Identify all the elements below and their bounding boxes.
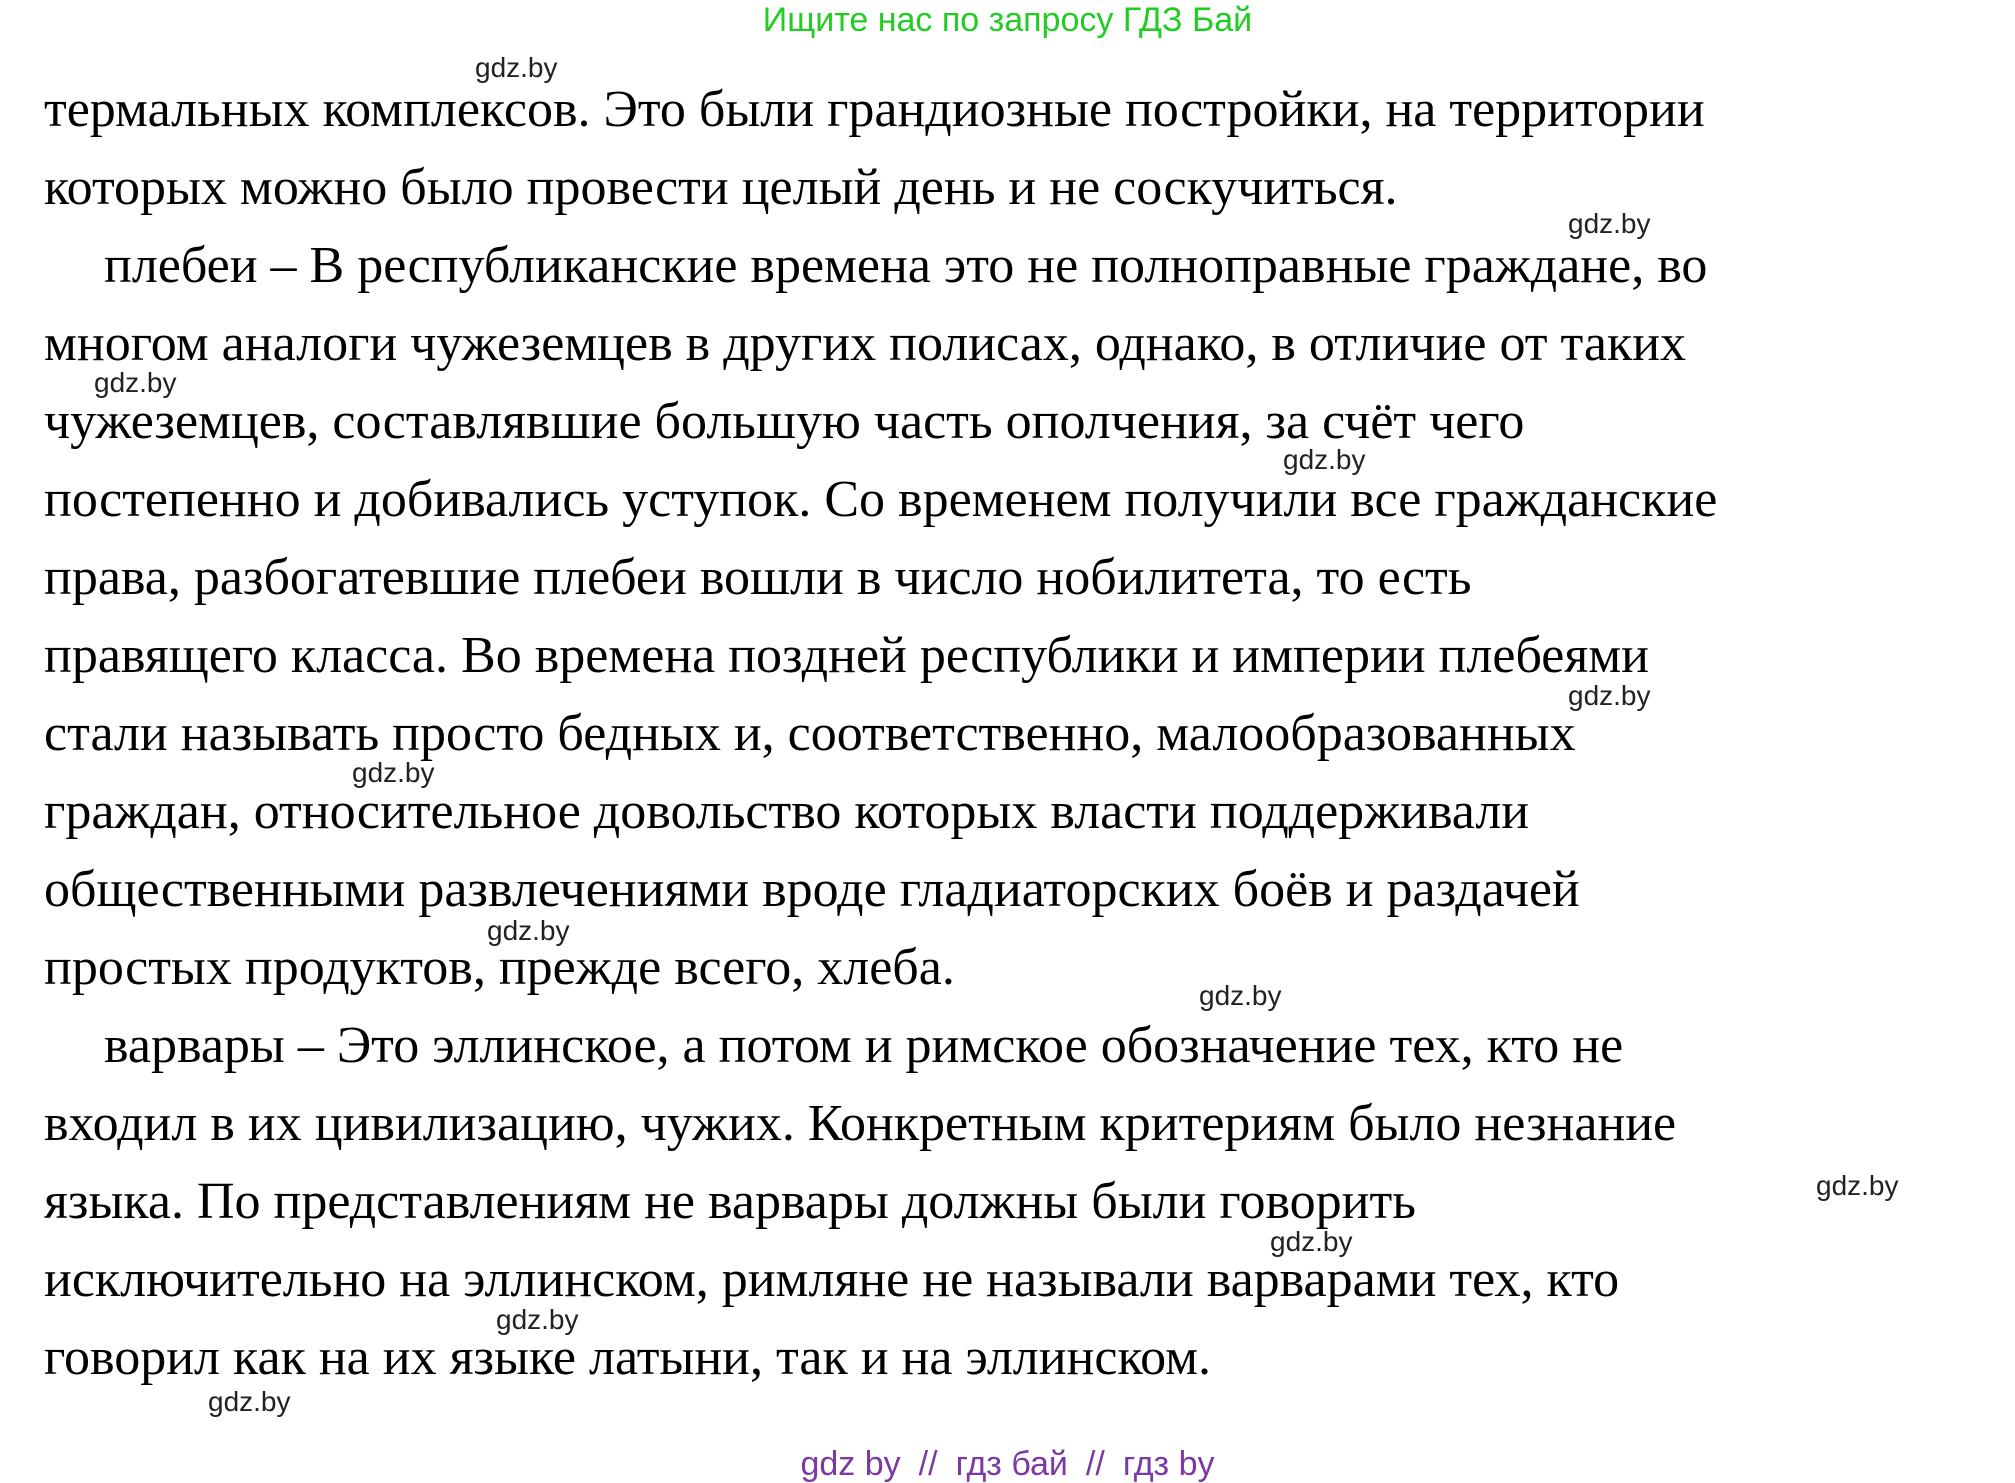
watermark: gdz.by bbox=[1568, 680, 1651, 711]
text-line: термальных комплексов. Это были грандиозные постройки, на территории bbox=[44, 81, 1705, 138]
watermark: gdz.by bbox=[496, 1304, 579, 1335]
watermark: gdz.by bbox=[94, 367, 177, 398]
watermark: gdz.by bbox=[1816, 1170, 1899, 1201]
text-line: которых можно было провести целый день и не соскучиться. bbox=[44, 159, 1398, 216]
text-line: исключительно на эллинском, римляне не называли варварами тех, кто bbox=[44, 1251, 1620, 1308]
footer-separator: // bbox=[918, 1445, 938, 1483]
text-line: чужеземцев, составлявшие большую часть ополчения, за счёт чего bbox=[44, 393, 1525, 450]
text-line: говорил как на их языке латыни, так и на эллинском. bbox=[44, 1329, 1212, 1386]
text-line: многом аналоги чужеземцев в других полисах, однако, в отличие от таких bbox=[44, 315, 1687, 372]
footer-separator: // bbox=[1085, 1445, 1105, 1483]
text-line: права, разбогатевшие плебеи вошли в число нобилитета, то есть bbox=[44, 549, 1472, 606]
watermark: gdz.by bbox=[487, 915, 570, 946]
watermark: gdz.by bbox=[208, 1386, 291, 1417]
text-line: граждан, относительное довольство которых власти поддерживали bbox=[44, 783, 1530, 840]
text-line: правящего класса. Во времена поздней республики и империи плебеями bbox=[44, 627, 1649, 684]
text-line: постепенно и добивались уступок. Со временем получили все гражданские bbox=[44, 471, 1718, 528]
footer-link-gdz-by-cyr[interactable]: гдз by bbox=[1122, 1445, 1215, 1483]
watermark: gdz.by bbox=[475, 52, 558, 83]
footer-link-gdz-bai[interactable]: гдз бай bbox=[955, 1445, 1068, 1483]
text-line: языка. По представлениям не варвары должны были говорить bbox=[44, 1173, 1416, 1230]
watermark: gdz.by bbox=[1283, 444, 1366, 475]
footer-links bbox=[0, 1445, 2015, 1483]
paragraph-start-plebei: плебеи – В республиканские времена это не полноправные граждане, во bbox=[104, 237, 1708, 294]
promo-banner: Ищите нас по запросу ГДЗ Бай bbox=[762, 1, 1253, 39]
text-line: общественными развлечениями вроде гладиаторских боёв и раздачей bbox=[44, 861, 1580, 918]
text-line: входил в их цивилизацию, чужих. Конкретным критериям было незнание bbox=[44, 1095, 1677, 1152]
watermark: gdz.by bbox=[1568, 208, 1651, 239]
watermark: gdz.by bbox=[352, 757, 435, 788]
footer-link-gdz-by[interactable]: gdz by bbox=[800, 1445, 901, 1483]
text-line: стали называть просто бедных и, соответственно, малообразованных bbox=[44, 705, 1576, 762]
paragraph-start-varvary: варвары – Это эллинское, а потом и римское обозначение тех, кто не bbox=[104, 1017, 1624, 1074]
text-line: простых продуктов, прежде всего, хлеба. bbox=[44, 939, 955, 996]
watermark: gdz.by bbox=[1270, 1226, 1353, 1257]
watermark: gdz.by bbox=[1199, 980, 1282, 1011]
document-text bbox=[44, 71, 2004, 1397]
